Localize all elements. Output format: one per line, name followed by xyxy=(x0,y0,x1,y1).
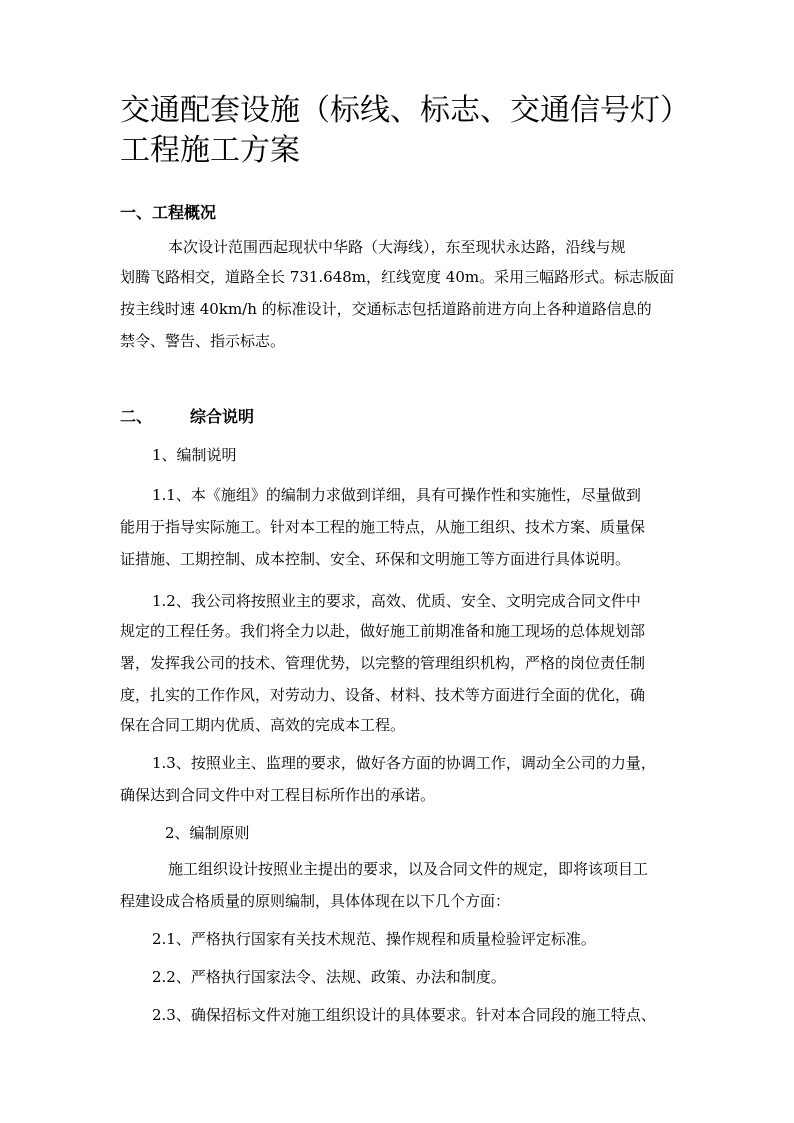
document-title-line-1: 交通配套设施（标线、标志、交通信号灯） xyxy=(120,93,690,128)
section-2-heading-text: 综合说明 xyxy=(190,407,255,426)
section-1-line-4: 禁令、警告、指示标志。 xyxy=(120,332,286,350)
section-1-line-1: 本次设计范围西起现状中华路（大海线），东至现状永达路，沿线与规 xyxy=(168,238,626,256)
para-1-3-line-2: 确保达到合同文件中对工程目标所作出的承诺。 xyxy=(120,786,436,804)
section-1-line-2: 划腾飞路相交，道路全长 731.648m，红线宽度 40m。采用三幅路形式。标志版面 xyxy=(120,268,675,286)
subsection-2-heading: 2、编制原则 xyxy=(165,824,250,842)
para-2-line-1: 施工组织设计按照业主提出的要求，以及合同文件的规定，即将该项目工 xyxy=(168,860,649,878)
para-2-3: 2.3、确保招标文件对施工组织设计的具体要求。针对本合同段的施工特点、 xyxy=(152,1006,656,1024)
section-2-heading xyxy=(120,406,254,428)
para-1-3-line-1: 1.3、按照业主、监理的要求，做好各方面的协调工作，调动全公司的力量， xyxy=(152,754,656,772)
para-2-1: 2.1、严格执行国家有关技术规范、操作规程和质量检验评定标准。 xyxy=(152,930,596,948)
para-1-2-line-4: 度，扎实的工作作风，对劳动力、设备、材料、技术等方面进行全面的优化，确 xyxy=(120,686,646,704)
para-1-2-line-3: 署，发挥我公司的技术、管理优势，以完整的管理组织机构，严格的岗位责任制 xyxy=(120,654,646,672)
para-1-1-line-3: 证措施、工期控制、成本控制、安全、环保和文明施工等方面进行具体说明。 xyxy=(120,550,631,568)
section-1-line-3: 按主线时速 40km/h 的标准设计，交通标志包括道路前进方向上各种道路信息的 xyxy=(120,300,652,318)
document-title-line-2: 工程施工方案 xyxy=(120,133,300,168)
para-1-1-line-1: 1.1、本《施组》的编制力求做到详细，具有可操作性和实施性，尽量做到 xyxy=(152,486,641,504)
para-2-line-2: 程建设成合格质量的原则编制，具体体现在以下几个方面： xyxy=(120,892,511,910)
para-1-1-line-2: 能用于指导实际施工。针对本工程的施工特点，从施工组织、技术方案、质量保 xyxy=(120,518,646,536)
para-1-2-line-1: 1.2、我公司将按照业主的要求，高效、优质、安全、文明完成合同文件中 xyxy=(152,592,641,610)
para-2-2: 2.2、严格执行国家法令、法规、政策、办法和制度。 xyxy=(152,968,506,986)
para-1-2-line-5: 保在合同工期内优质、高效的完成本工程。 xyxy=(120,716,406,734)
section-1-heading: 一、工程概况 xyxy=(120,203,217,222)
subsection-1-heading: 1、编制说明 xyxy=(152,446,237,464)
section-2-heading-number: 二、 xyxy=(120,407,153,426)
para-1-2-line-2: 规定的工程任务。我们将全力以赴，做好施工前期准备和施工现场的总体规划部 xyxy=(120,622,646,640)
